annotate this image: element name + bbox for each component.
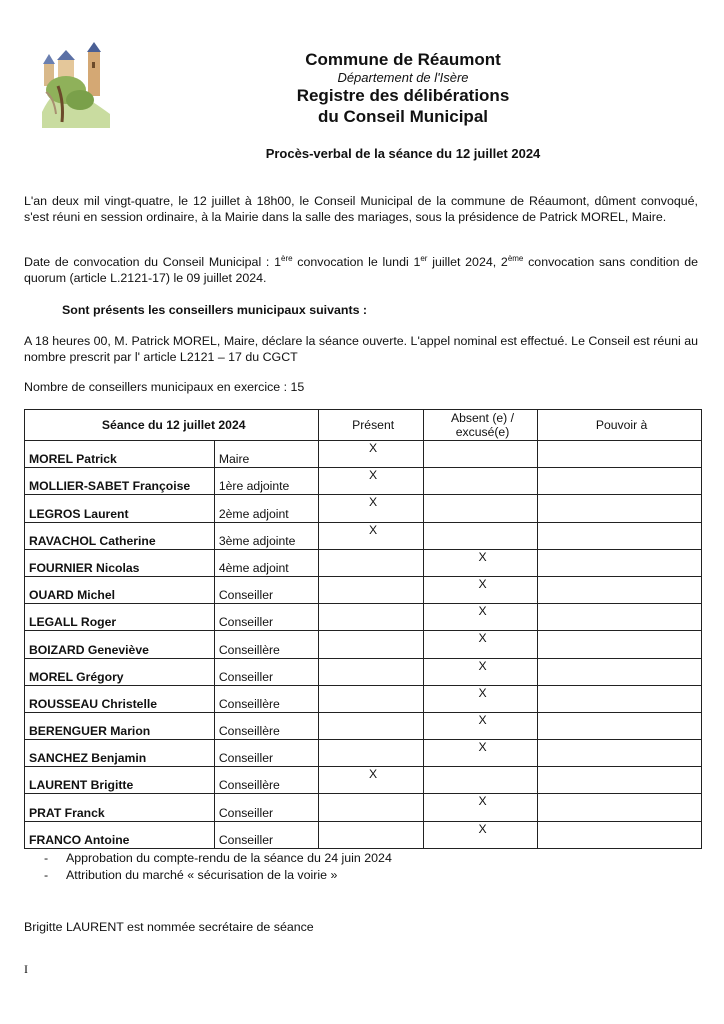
- present-mark: [319, 576, 423, 603]
- member-function: Conseillère: [214, 631, 319, 658]
- ordre-du-jour-item: - Attribution du marché « sécurisation de la voirie »: [44, 867, 392, 884]
- pouvoir-cell: [538, 576, 702, 603]
- absent-mark: X: [423, 821, 537, 848]
- attendance-body: [25, 441, 702, 849]
- member-function: Conseillère: [214, 767, 319, 794]
- table-row: [25, 441, 702, 468]
- present-mark: [319, 821, 423, 848]
- convocation-text-2: convocation le lundi 1: [292, 255, 421, 269]
- pouvoir-cell: [538, 685, 702, 712]
- member-name: LEGALL Roger: [25, 604, 215, 631]
- header-seance: Séance du 12 juillet 2024: [25, 410, 319, 441]
- pouvoir-cell: [538, 740, 702, 767]
- absent-mark: X: [423, 549, 537, 576]
- absent-mark: [423, 441, 537, 468]
- member-function: Conseiller: [214, 821, 319, 848]
- nombre-conseillers: Nombre de conseillers municipaux en exercice : 15: [24, 380, 305, 394]
- member-name: MOREL Patrick: [25, 441, 215, 468]
- present-mark: X: [319, 495, 423, 522]
- present-mark: [319, 604, 423, 631]
- convocation-sup-1: ère: [281, 253, 293, 263]
- member-function: Conseiller: [214, 740, 319, 767]
- present-mark: [319, 549, 423, 576]
- pv-title: Procès-verbal de la séance du 12 juillet 2024: [265, 146, 541, 161]
- convocation-paragraph: [24, 254, 698, 286]
- table-row: [25, 821, 702, 848]
- member-name: MOREL Grégory: [25, 658, 215, 685]
- member-function: 2ème adjoint: [214, 495, 319, 522]
- table-row: [25, 549, 702, 576]
- present-mark: [319, 712, 423, 739]
- table-row: [25, 576, 702, 603]
- member-name: RAVACHOL Catherine: [25, 522, 215, 549]
- pouvoir-cell: [538, 468, 702, 495]
- table-row: [25, 794, 702, 821]
- table-row: [25, 468, 702, 495]
- convocation-sup-2: er: [420, 253, 428, 263]
- member-name: LEGROS Laurent: [25, 495, 215, 522]
- pouvoir-cell: [538, 441, 702, 468]
- table-row: [25, 740, 702, 767]
- absent-mark: [423, 767, 537, 794]
- header-present: Présent: [319, 410, 423, 441]
- member-function: Conseiller: [214, 794, 319, 821]
- village-logo-icon: [36, 42, 116, 128]
- pouvoir-cell: [538, 794, 702, 821]
- present-mark: [319, 685, 423, 712]
- present-mark: X: [319, 468, 423, 495]
- pouvoir-cell: [538, 821, 702, 848]
- table-row: [25, 631, 702, 658]
- absent-mark: [423, 522, 537, 549]
- pouvoir-cell: [538, 604, 702, 631]
- member-name: FOURNIER Nicolas: [25, 549, 215, 576]
- document-header: [190, 50, 616, 127]
- secretaire-line: Brigitte LAURENT est nommée secrétaire de séance: [24, 920, 314, 934]
- table-row: [25, 522, 702, 549]
- opening-paragraph: A 18 heures 00, M. Patrick MOREL, Maire, déclare la séance ouverte. L'appel nominal est effectué. Le Conseil est réuni au nombre prescrit par l' article L2121 – 17 du CGCT: [24, 334, 698, 364]
- pouvoir-cell: [538, 495, 702, 522]
- pouvoir-cell: [538, 658, 702, 685]
- member-function: Maire: [214, 441, 319, 468]
- member-name: ROUSSEAU Christelle: [25, 685, 215, 712]
- attendance-table: [24, 409, 702, 849]
- absent-mark: X: [423, 794, 537, 821]
- commune-name: Commune de Réaumont: [305, 50, 501, 69]
- member-function: 1ère adjointe: [214, 468, 319, 495]
- convocation-text-4: convocation sans condition de quorum (article L.2121-17) le 09 juillet 2024.: [24, 255, 698, 285]
- absent-mark: X: [423, 658, 537, 685]
- convocation-text-3: juillet 2024, 2: [427, 255, 508, 269]
- table-row: [25, 767, 702, 794]
- present-mark: [319, 658, 423, 685]
- member-name: BOIZARD Geneviève: [25, 631, 215, 658]
- member-function: Conseillère: [214, 685, 319, 712]
- absent-mark: [423, 468, 537, 495]
- table-row: [25, 712, 702, 739]
- departement-name: Département de l'Isère: [337, 70, 469, 85]
- present-mark: X: [319, 767, 423, 794]
- intro-paragraph: L'an deux mil vingt-quatre, le 12 juillet à 18h00, le Conseil Municipal de la commune de Réaumont, dûment convoqué, s'est réuni en session ordinaire, à la Mairie dans la salle des mariages, sous la présidence de Patrick MOREL, Maire.: [24, 194, 698, 224]
- present-mark: [319, 631, 423, 658]
- absent-mark: X: [423, 685, 537, 712]
- page-mark: I: [24, 962, 28, 976]
- pouvoir-cell: [538, 767, 702, 794]
- absent-mark: X: [423, 576, 537, 603]
- table-row: [25, 604, 702, 631]
- member-function: 3ème adjointe: [214, 522, 319, 549]
- table-row: [25, 658, 702, 685]
- ordre-du-jour-list: [44, 850, 392, 884]
- absent-mark: [423, 495, 537, 522]
- member-function: Conseillère: [214, 712, 319, 739]
- member-function: Conseiller: [214, 576, 319, 603]
- absent-mark: X: [423, 712, 537, 739]
- member-name: SANCHEZ Benjamin: [25, 740, 215, 767]
- registre-title-line2: du Conseil Municipal: [317, 107, 488, 126]
- registre-title-line1: Registre des délibérations: [296, 86, 510, 105]
- present-mark: [319, 740, 423, 767]
- present-mark: X: [319, 522, 423, 549]
- table-row: [25, 495, 702, 522]
- pouvoir-cell: [538, 712, 702, 739]
- absent-mark: X: [423, 740, 537, 767]
- attendance-header-row: [25, 410, 702, 441]
- member-name: BERENGUER Marion: [25, 712, 215, 739]
- header-pouvoir: Pouvoir à: [538, 410, 702, 441]
- convocation-text-1: Date de convocation du Conseil Municipal : 1: [24, 255, 281, 269]
- member-name: LAURENT Brigitte: [25, 767, 215, 794]
- member-name: PRAT Franck: [25, 794, 215, 821]
- absent-mark: X: [423, 631, 537, 658]
- member-function: Conseiller: [214, 658, 319, 685]
- presents-heading: Sont présents les conseillers municipaux suivants :: [62, 303, 368, 317]
- member-function: 4ème adjoint: [214, 549, 319, 576]
- convocation-sup-3: ème: [507, 253, 524, 263]
- pouvoir-cell: [538, 549, 702, 576]
- present-mark: X: [319, 441, 423, 468]
- member-function: Conseiller: [214, 604, 319, 631]
- member-name: OUARD Michel: [25, 576, 215, 603]
- header-absent: Absent (e) / excusé(e): [423, 410, 537, 441]
- pouvoir-cell: [538, 522, 702, 549]
- pouvoir-cell: [538, 631, 702, 658]
- member-name: FRANCO Antoine: [25, 821, 215, 848]
- ordre-du-jour-item: - Approbation du compte-rendu de la séance du 24 juin 2024: [44, 850, 392, 867]
- absent-mark: X: [423, 604, 537, 631]
- present-mark: [319, 794, 423, 821]
- member-name: MOLLIER-SABET Françoise: [25, 468, 215, 495]
- table-row: [25, 685, 702, 712]
